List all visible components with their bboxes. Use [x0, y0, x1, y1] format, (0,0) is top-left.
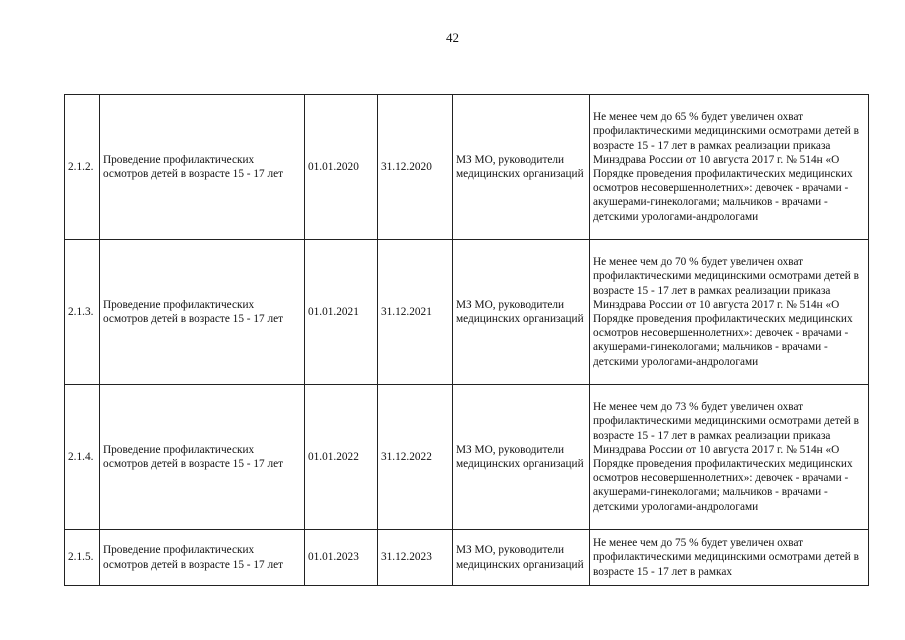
row-number: 2.1.3. — [65, 240, 100, 385]
activity-name: Проведение профилактических осмотров детей в возрасте 15 - 17 лет — [100, 530, 305, 586]
activity-name: Проведение профилактических осмотров детей в возрасте 15 - 17 лет — [100, 95, 305, 240]
table-row — [65, 385, 869, 530]
activity-name: Проведение профилактических осмотров детей в возрасте 15 - 17 лет — [100, 240, 305, 385]
start-date: 01.01.2021 — [305, 240, 378, 385]
table-row — [65, 240, 869, 385]
end-date: 31.12.2022 — [378, 385, 453, 530]
expected-result: Не менее чем до 73 % будет увеличен охват профилактическими медицинскими осмотрами детей в возрасте 15 - 17 лет в рамках реализации приказа Минздрава России от 10 августа 2017 г. № 514н «О Порядке проведения профилактических медицинских осмотров несовершеннолетних»: девочек - врачами - акушерами-гинекологами; мальчиков - врачами - детскими урологами-андрологами — [590, 385, 869, 530]
end-date: 31.12.2021 — [378, 240, 453, 385]
table-row — [65, 530, 869, 586]
page-number: 42 — [446, 30, 459, 45]
start-date: 01.01.2023 — [305, 530, 378, 586]
start-date: 01.01.2022 — [305, 385, 378, 530]
end-date: 31.12.2020 — [378, 95, 453, 240]
activity-name: Проведение профилактических осмотров детей в возрасте 15 - 17 лет — [100, 385, 305, 530]
executor: МЗ МО, руководители медицинских организаций — [453, 240, 590, 385]
executor: МЗ МО, руководители медицинских организаций — [453, 385, 590, 530]
row-number: 2.1.2. — [65, 95, 100, 240]
start-date: 01.01.2020 — [305, 95, 378, 240]
expected-result: Не менее чем до 75 % будет увеличен охват профилактическими медицинскими осмотрами детей в возрасте 15 - 17 лет в рамках — [590, 530, 869, 586]
expected-result: Не менее чем до 70 % будет увеличен охват профилактическими медицинскими осмотрами детей в возрасте 15 - 17 лет в рамках реализации приказа Минздрава России от 10 августа 2017 г. № 514н «О Порядке проведения профилактических медицинских осмотров несовершеннолетних»: девочек - врачами - акушерами-гинекологами; мальчиков - врачами - детскими урологами-андрологами — [590, 240, 869, 385]
executor: МЗ МО, руководители медицинских организаций — [453, 530, 590, 586]
row-number: 2.1.5. — [65, 530, 100, 586]
row-number: 2.1.4. — [65, 385, 100, 530]
activities-table — [64, 94, 869, 586]
table-row — [65, 95, 869, 240]
expected-result: Не менее чем до 65 % будет увеличен охват профилактическими медицинскими осмотрами детей в возрасте 15 - 17 лет в рамках реализации приказа Минздрава России от 10 августа 2017 г. № 514н «О Порядке проведения профилактических медицинских осмотров несовершеннолетних»: девочек - врачами - акушерами-гинекологами; мальчиков - врачами - детскими урологами-андрологами — [590, 95, 869, 240]
end-date: 31.12.2023 — [378, 530, 453, 586]
executor: МЗ МО, руководители медицинских организаций — [453, 95, 590, 240]
